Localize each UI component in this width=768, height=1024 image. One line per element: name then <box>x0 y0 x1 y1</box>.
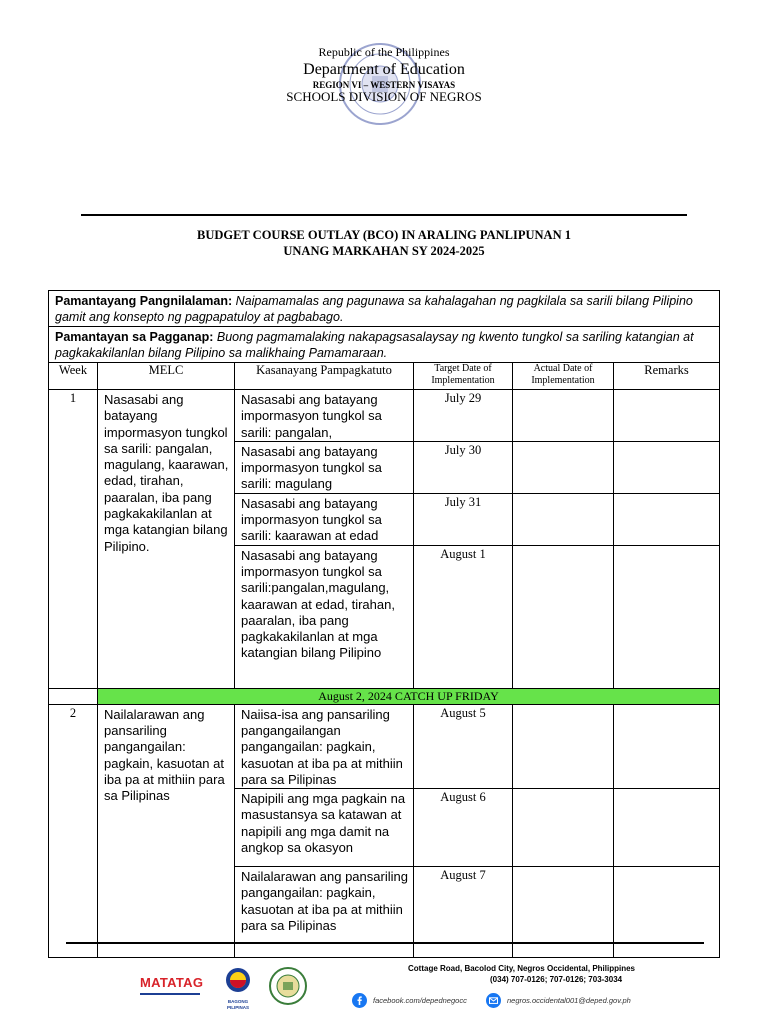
facebook-link[interactable]: facebook.com/depednegocc <box>373 995 467 1005</box>
target-date: July 30 <box>414 441 513 493</box>
actual-date-cell <box>513 493 614 545</box>
remarks-cell <box>614 390 720 442</box>
remarks-cell <box>614 704 720 788</box>
col-header-kasanayan: Kasanayang Pampagkatuto <box>235 363 414 390</box>
document-title: BUDGET COURSE OUTLAY (BCO) IN ARALING PANLIPUNAN 1 <box>196 228 571 242</box>
matatag-logo-text: MATATAG <box>140 975 204 990</box>
skill-text: Nasasabi ang batayang impormasyon tungkol sa sarili: magulang <box>235 441 414 493</box>
remarks-cell <box>614 867 720 958</box>
remarks-cell <box>614 441 720 493</box>
matatag-logo <box>140 974 210 996</box>
sun-icon <box>223 966 253 994</box>
week-number: 1 <box>49 390 98 689</box>
footer-divider <box>66 942 704 944</box>
region-text: REGION VI – WESTERN VISAYAS <box>312 80 456 90</box>
col-header-week: Week <box>49 363 98 390</box>
footer-address: Cottage Road, Bacolod City, Negros Occidental, Philippines <box>408 964 635 973</box>
skill-text: Nasasabi ang batayang impormasyon tungkol sa sarili: kaarawan at edad <box>235 493 414 545</box>
remarks-cell <box>614 493 720 545</box>
actual-date-cell <box>513 704 614 788</box>
header-divider <box>81 214 687 216</box>
target-date: August 5 <box>414 704 513 788</box>
republic-text: Republic of the Philippines <box>318 45 450 59</box>
facebook-contact <box>352 992 467 1008</box>
skill-text: Nasasabi ang batayang impormasyon tungkol sa sarili: pangalan, <box>235 390 414 442</box>
document-subtitle: UNANG MARKAHAN SY 2024-2025 <box>283 244 485 258</box>
actual-date-cell <box>513 867 614 958</box>
performance-standard: Pamantayan sa Pagganap: Buong pagmamalaking nakapagsasalaysay ng kwento tungkol sa sariling katangian at pagkakakilanlan bilang Pilipino sa malikhaing Pamamaraan. <box>49 327 720 363</box>
bagong-pilipinas-text: BAGONG PILIPINAS <box>226 999 249 1010</box>
bagong-pilipinas-logo <box>217 966 259 1010</box>
skill-text: Napipili ang mga pagkain na masustansya sa katawan at napipili ang mga damit na angkop sa okasyon <box>235 789 414 867</box>
department-text: Department of Education <box>303 61 465 78</box>
melc-text: Nailalarawan ang pansariling pangangailan: pagkain, kasuotan at iba pa at mithiin para sa Pilipinas <box>98 704 235 957</box>
email-icon <box>486 993 501 1008</box>
division-seal-logo <box>268 966 308 1006</box>
table-row <box>49 390 720 442</box>
melc-text: Nasasabi ang batayang impormasyon tungkol sa sarili: pangalan, magulang, kaarawan, edad, tirahan, paaralan, iba pang pagkakakilanlan at mga katangian bilang Pilipino. <box>98 390 235 689</box>
target-date: August 6 <box>414 789 513 867</box>
col-header-target-date: Target Date of Implementation <box>414 363 513 390</box>
content-standard: Pamantayang Pangnilalaman: Naipamamalas ang pagunawa sa kahalagahan ng pagkilala sa sarili bilang Pilipino gamit ang konsepto ng pagpapatuloy at pagbabago. <box>49 291 720 327</box>
skill-text: Naiisa-isa ang pansariling pangangailangan pangangailan: pagkain, kasuotan at iba pa at mithiin para sa Pilipinas <box>235 704 414 788</box>
catchup-row <box>49 688 720 704</box>
week-number: 2 <box>49 704 98 957</box>
target-date: August 7 <box>414 867 513 958</box>
footer-address-block <box>408 963 648 985</box>
target-date: July 31 <box>414 493 513 545</box>
empty-cell <box>49 688 98 704</box>
skill-text: Nasasabi ang batayang impormasyon tungkol sa sarili:pangalan,magulang, kaarawan at edad, tirahan, paaralan, iba pang pagkakakilanlan at mga katangian bilang Pilipino <box>235 545 414 688</box>
actual-date-cell <box>513 789 614 867</box>
actual-date-cell <box>513 545 614 688</box>
col-header-melc: MELC <box>98 363 235 390</box>
actual-date-cell <box>513 441 614 493</box>
actual-date-cell <box>513 390 614 442</box>
remarks-cell <box>614 545 720 688</box>
division-text: SCHOOLS DIVISION OF NEGROS <box>286 89 482 104</box>
email-contact <box>486 992 631 1008</box>
catchup-friday-label: August 2, 2024 CATCH UP FRIDAY <box>98 688 720 704</box>
skill-text: Nailalarawan ang pansariling pangangailan: pagkain, kasuotan at iba pa at mithiin para sa Pilipinas <box>235 867 414 958</box>
email-link[interactable]: negros.occidental001@deped.gov.ph <box>507 995 631 1005</box>
facebook-icon <box>352 993 367 1008</box>
target-date: August 1 <box>414 545 513 688</box>
footer-phones: (034) 707-0126; 707-0126; 703-3034 <box>490 975 623 984</box>
col-header-remarks: Remarks <box>614 363 720 390</box>
target-date: July 29 <box>414 390 513 442</box>
col-header-actual-date: Actual Date of Implementation <box>513 363 614 390</box>
table-row <box>49 704 720 788</box>
remarks-cell <box>614 789 720 867</box>
bco-table <box>48 290 720 958</box>
